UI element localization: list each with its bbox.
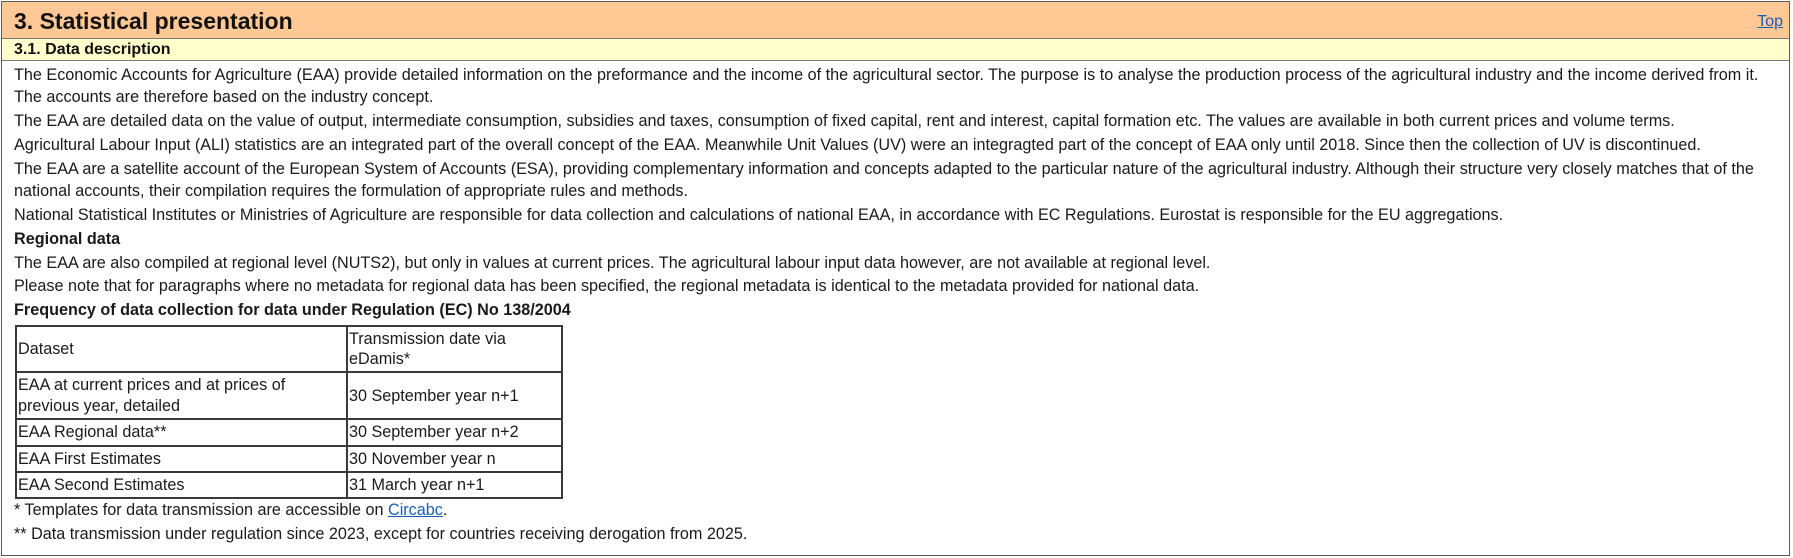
transmission-date-cell: 31 March year n+1 xyxy=(347,472,562,498)
statistical-presentation-section xyxy=(1,1,1790,556)
column-header-dataset: Dataset xyxy=(16,326,347,373)
table-header-row xyxy=(16,326,562,373)
paragraph-eaa-overview: The Economic Accounts for Agriculture (EAA) provide detailed information on the preformance and the income of the agricultural sector. The purpose is to analyse the production process of the agricultural industry and the income derived from it. The accounts are therefore based on the industry concept. xyxy=(14,66,1759,107)
paragraph-ali-uv: Agricultural Labour Input (ALI) statistics are an integrated part of the overall concept of the EAA. Meanwhile Unit Values (UV) were an integragted part of the concept of EAA only until 2018. Since then the collection of UV is discontinued. xyxy=(14,136,1701,154)
dataset-cell: EAA Second Estimates xyxy=(16,472,347,498)
footnote-templates xyxy=(14,499,1781,521)
transmission-date-cell: 30 September year n+2 xyxy=(347,419,562,445)
footnote-templates-end: . xyxy=(442,501,448,520)
table-row xyxy=(16,372,562,419)
section-title: 3. Statistical presentation xyxy=(14,8,293,34)
frequency-table xyxy=(15,325,563,500)
data-description-content xyxy=(2,61,1789,546)
paragraph-regional-metadata: Please note that for paragraphs where no metadata for regional data has been specified, the regional metadata is identical to the metadata provided for national data. xyxy=(14,277,1200,296)
table-row xyxy=(16,419,562,445)
section-header xyxy=(2,2,1789,39)
subsection-title: 3.1. Data description xyxy=(2,39,1789,61)
dataset-cell: EAA Regional data** xyxy=(16,419,347,445)
transmission-date-cell: 30 September year n+1 xyxy=(347,372,562,419)
footnote-templates-text: * Templates for data transmission are accessible on xyxy=(14,501,388,520)
dataset-cell: EAA First Estimates xyxy=(16,446,347,472)
table-row xyxy=(16,472,562,498)
paragraph-regional-level: The EAA are also compiled at regional level (NUTS2), but only in values at current prices. The agricultural labour input data however, are not available at regional level. xyxy=(14,253,1211,272)
paragraph-responsibility: National Statistical Institutes or Ministries of Agriculture are responsible for data collection and calculations of national EAA, in accordance with EC Regulations. Eurostat is responsible for the EU aggregations. xyxy=(14,206,1504,224)
transmission-date-cell: 30 November year n xyxy=(347,446,562,472)
footnote-regulation: ** Data transmission under regulation since 2023, except for countries receiving derogation from 2025. xyxy=(14,525,748,544)
circabc-link[interactable]: Circabc xyxy=(388,501,443,520)
frequency-heading: Frequency of data collection for data under Regulation (EC) No 138/2004 xyxy=(14,301,571,320)
paragraph-eaa-values: The EAA are detailed data on the value of output, intermediate consumption, subsidies and taxes, consumption of fixed capital, rent and interest, capital formation etc. The values are available in both current prices and volume terms. xyxy=(14,112,1675,131)
top-link[interactable]: Top xyxy=(1757,13,1783,30)
column-header-transmission-date: Transmission date via eDamis* xyxy=(347,326,562,373)
regional-data-heading: Regional data xyxy=(14,229,121,248)
dataset-cell: EAA at current prices and at prices of previous year, detailed xyxy=(16,372,347,419)
table-row xyxy=(16,446,562,472)
paragraph-esa: The EAA are a satellite account of the European System of Accounts (ESA), providing complementary information and concepts adapted to the particular nature of the agricultural industry. Although their structure very closely matches that of the national accounts, their compilation requires the formulation of appropriate rules and methods. xyxy=(14,159,1754,201)
